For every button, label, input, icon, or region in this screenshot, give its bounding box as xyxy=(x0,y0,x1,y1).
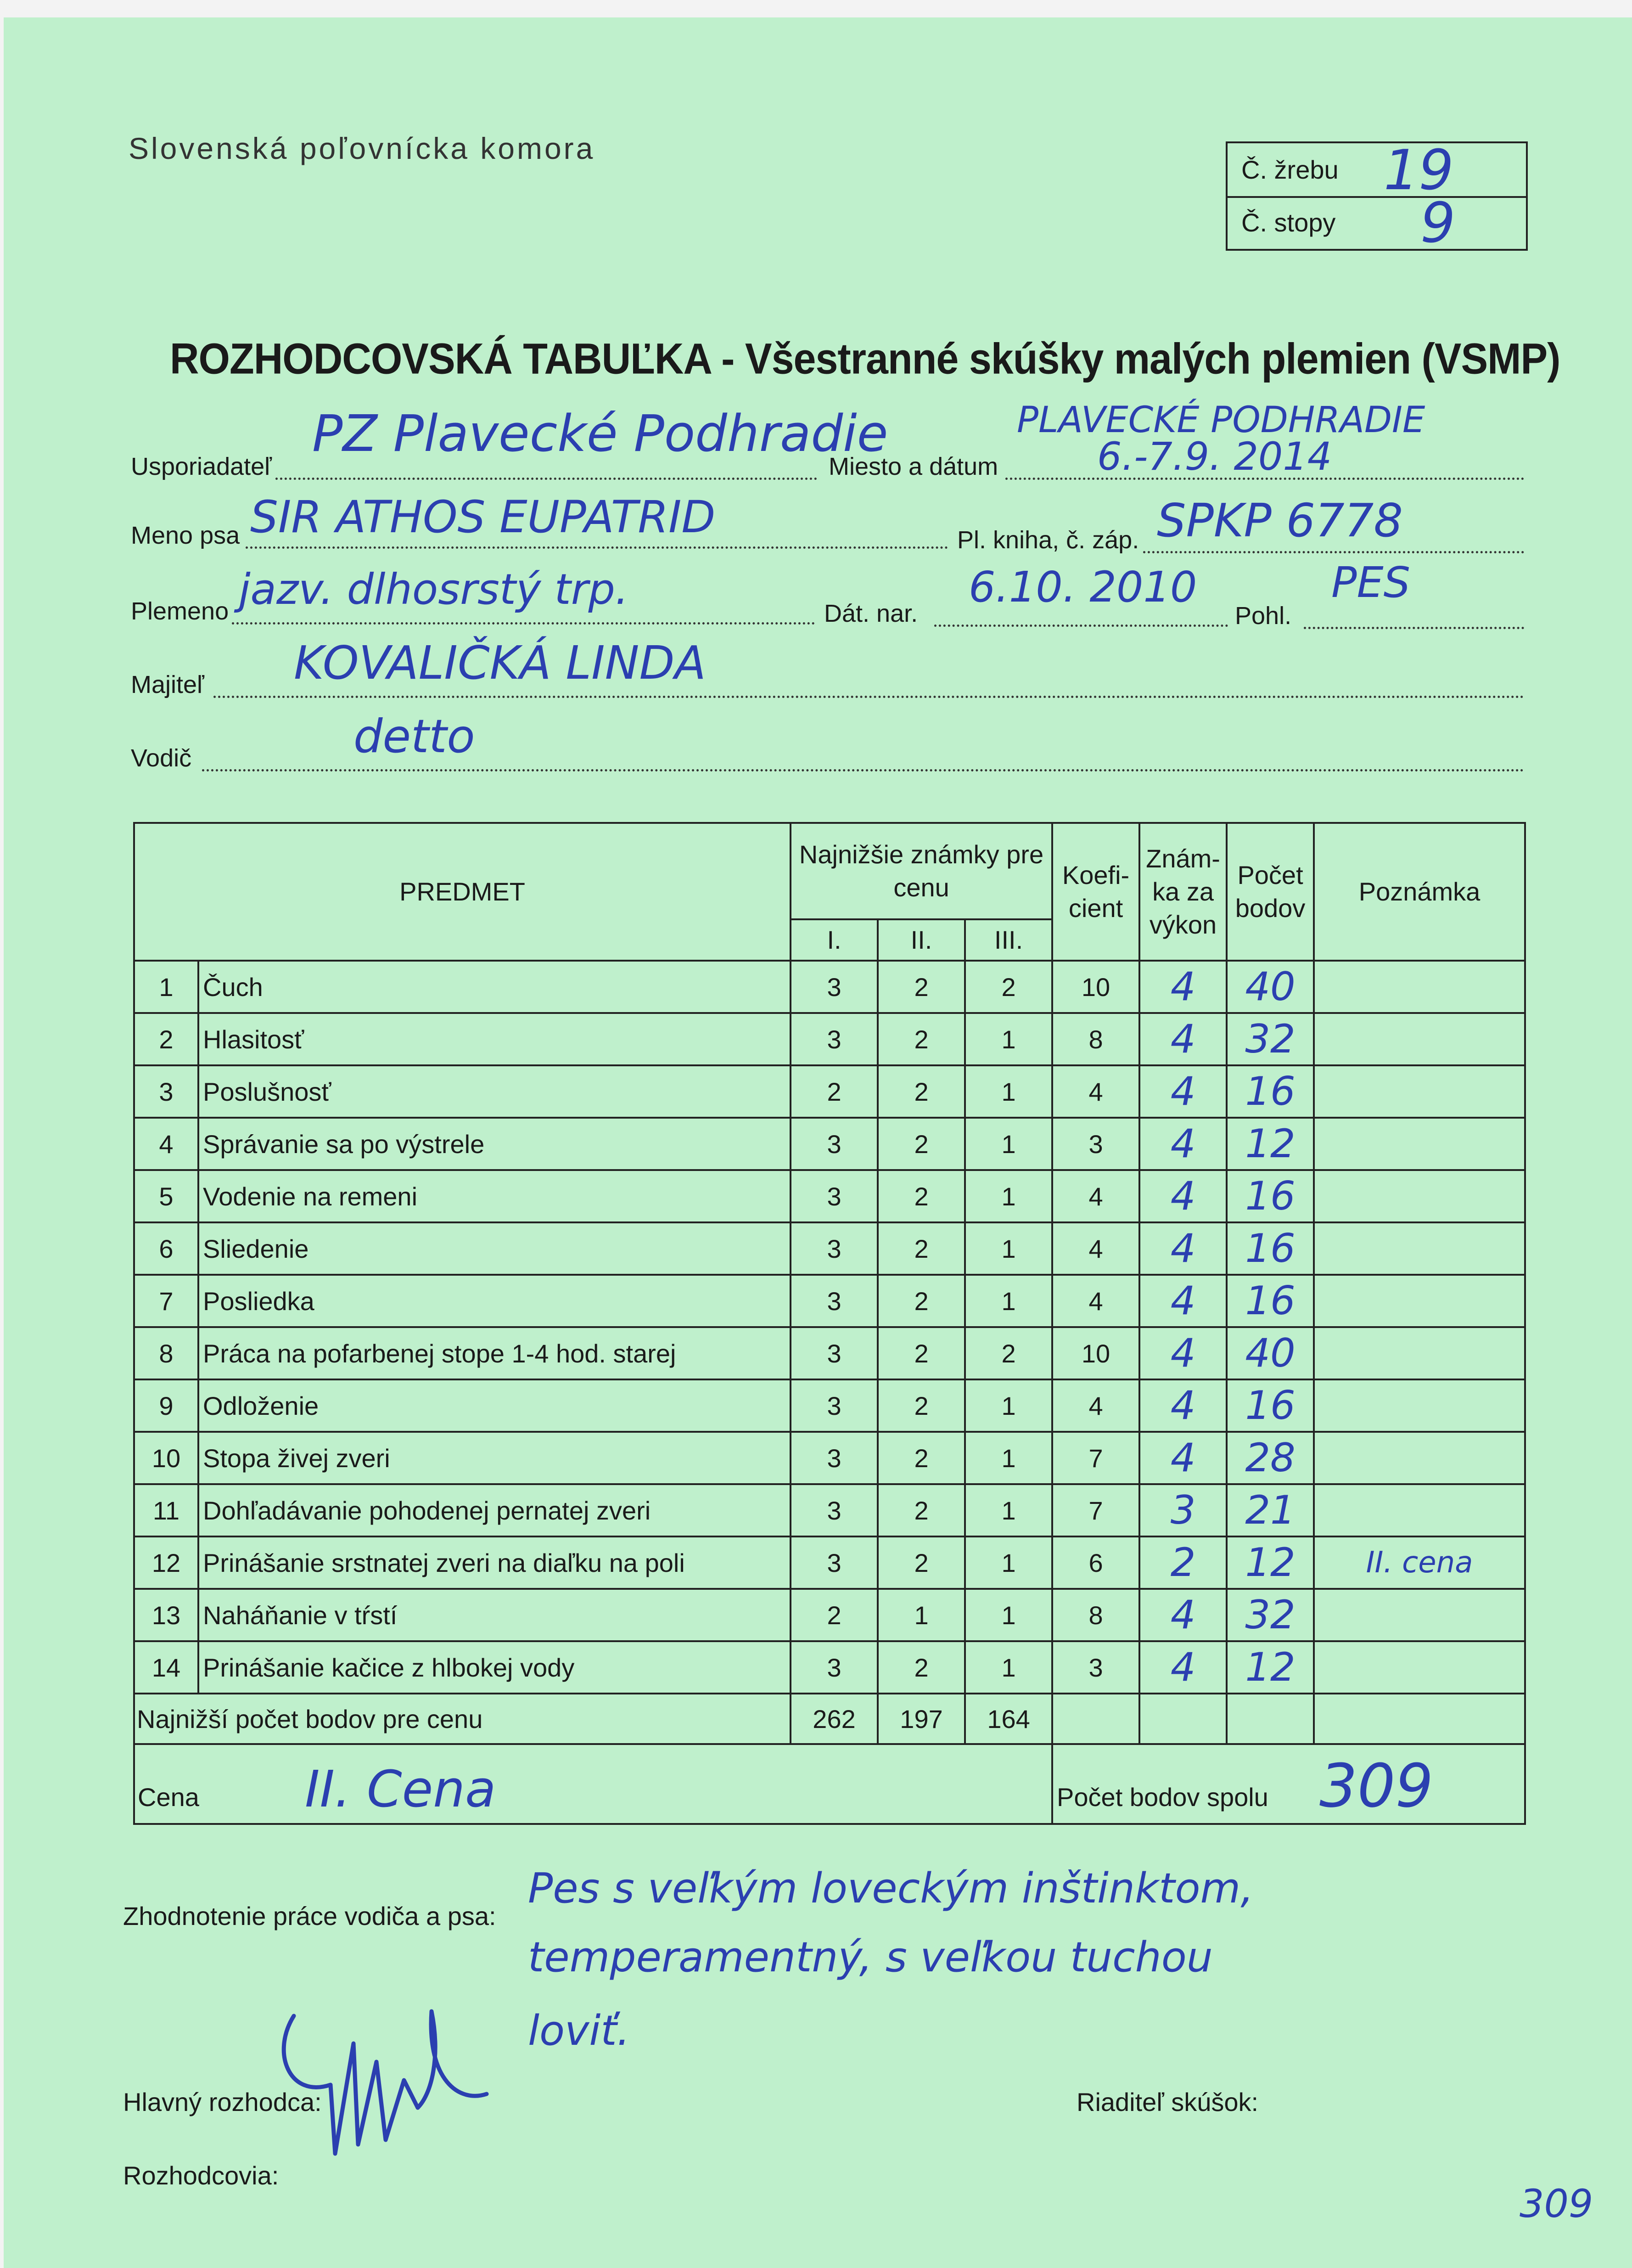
prize1-header: I. xyxy=(791,919,878,961)
table-row xyxy=(134,1065,1525,1118)
min-mark-prize3: 1 xyxy=(965,1222,1052,1275)
min-mark-prize3: 1 xyxy=(965,1118,1052,1170)
table-body xyxy=(134,961,1525,1694)
empty-cell xyxy=(1052,1694,1139,1744)
table-row xyxy=(134,1641,1525,1694)
evaluation-line-3: loviť. xyxy=(528,2007,630,2055)
breed-label: Plemeno xyxy=(131,597,229,625)
mark-value: 2 xyxy=(1139,1536,1227,1589)
min-mark-prize1: 3 xyxy=(791,961,878,1013)
dog-name-label: Meno psa xyxy=(131,522,240,549)
min-mark-prize3: 1 xyxy=(965,1013,1052,1065)
points-value: 21 xyxy=(1227,1484,1314,1536)
points-value: 32 xyxy=(1227,1589,1314,1641)
min-mark-prize3: 1 xyxy=(965,1432,1052,1484)
note-header: Poznámka xyxy=(1314,823,1525,961)
min-mark-prize1: 3 xyxy=(791,1222,878,1275)
birth-date-label: Dát. nar. xyxy=(824,600,918,627)
coefficient: 4 xyxy=(1052,1222,1139,1275)
subject-name: Sliedenie xyxy=(198,1222,791,1275)
subject-name: Dohľadávanie pohodenej pernatej zveri xyxy=(198,1484,791,1536)
note-value xyxy=(1314,1170,1525,1222)
coefficient: 4 xyxy=(1052,1170,1139,1222)
min-points-prize3: 164 xyxy=(965,1694,1052,1744)
min-mark-prize3: 2 xyxy=(965,1327,1052,1379)
note-value xyxy=(1314,1432,1525,1484)
min-mark-prize3: 1 xyxy=(965,1170,1052,1222)
sex-label: Pohl. xyxy=(1235,602,1292,630)
row-number: 13 xyxy=(134,1589,198,1641)
table-row xyxy=(134,1379,1525,1432)
subject-name: Hlasitosť xyxy=(198,1013,791,1065)
min-mark-prize2: 2 xyxy=(878,1327,965,1379)
organizer-value: PZ Plavecké Podhradie xyxy=(312,404,888,463)
organizer-label: Usporiadateľ xyxy=(131,453,272,480)
mark-value: 4 xyxy=(1139,1275,1227,1327)
min-mark-prize3: 1 xyxy=(965,1065,1052,1118)
note-value xyxy=(1314,1275,1525,1327)
row-number: 2 xyxy=(134,1013,198,1065)
min-mark-prize1: 2 xyxy=(791,1065,878,1118)
coefficient: 6 xyxy=(1052,1536,1139,1589)
place-value: PLAVECKÉ PODHRADIE xyxy=(1017,400,1425,441)
evaluation-line-2: temperamentný, s veľkou tuchou xyxy=(528,1933,1213,1981)
min-mark-prize3: 2 xyxy=(965,961,1052,1013)
coefficient: 8 xyxy=(1052,1589,1139,1641)
min-mark-prize1: 3 xyxy=(791,1327,878,1379)
prize-label: Cena xyxy=(138,1783,199,1812)
mark-value: 4 xyxy=(1139,1065,1227,1118)
note-value xyxy=(1314,1065,1525,1118)
subject-name: Stopa živej zveri xyxy=(198,1432,791,1484)
chief-judge-label: Hlavný rozhodca: xyxy=(123,2088,322,2116)
owner-label: Majiteľ xyxy=(131,671,204,698)
coefficient: 10 xyxy=(1052,1327,1139,1379)
table-row xyxy=(134,1222,1525,1275)
min-mark-prize2: 2 xyxy=(878,1432,965,1484)
min-mark-prize1: 3 xyxy=(791,1118,878,1170)
track-number-row xyxy=(1228,191,1526,255)
handler-label: Vodič xyxy=(131,744,192,772)
min-points-prize2: 197 xyxy=(878,1694,965,1744)
points-value: 12 xyxy=(1227,1118,1314,1170)
mark-value: 4 xyxy=(1139,1118,1227,1170)
min-mark-prize2: 2 xyxy=(878,1118,965,1170)
min-points-prize1: 262 xyxy=(791,1694,878,1744)
subject-name: Odloženie xyxy=(198,1379,791,1432)
page-title: ROZHODCOVSKÁ TABUĽKA - Všestranné skúšky malých plemien (VSMP) xyxy=(170,334,1560,383)
table-row xyxy=(134,1170,1525,1222)
min-mark-prize2: 2 xyxy=(878,961,965,1013)
min-mark-prize1: 3 xyxy=(791,1170,878,1222)
coefficient: 4 xyxy=(1052,1379,1139,1432)
breed-line xyxy=(232,622,815,625)
judges-label: Rozhodcovia: xyxy=(123,2161,279,2190)
subject-header: PREDMET xyxy=(134,823,791,961)
coefficient-header: Koefi-cient xyxy=(1052,823,1139,961)
note-value xyxy=(1314,1013,1525,1065)
row-number: 5 xyxy=(134,1170,198,1222)
subject-name: Prinášanie kačice z hlbokej vody xyxy=(198,1641,791,1694)
draw-box xyxy=(1226,139,1528,255)
studbook-label: Pl. kniha, č. záp. xyxy=(957,526,1139,554)
min-mark-prize1: 3 xyxy=(791,1641,878,1694)
mark-value: 4 xyxy=(1139,1589,1227,1641)
row-number: 14 xyxy=(134,1641,198,1694)
mark-value: 4 xyxy=(1139,961,1227,1013)
sex-value: PES xyxy=(1331,558,1411,607)
points-value: 40 xyxy=(1227,1327,1314,1379)
coefficient: 7 xyxy=(1052,1484,1139,1536)
prize3-header: III. xyxy=(965,919,1052,961)
points-value: 16 xyxy=(1227,1170,1314,1222)
prize-cell xyxy=(134,1744,1052,1824)
subject-name: Prinášanie srstnatej zveri na diaľku na poli xyxy=(198,1536,791,1589)
coefficient: 3 xyxy=(1052,1641,1139,1694)
min-mark-prize2: 2 xyxy=(878,1641,965,1694)
points-value: 16 xyxy=(1227,1275,1314,1327)
subject-name: Správanie sa po výstrele xyxy=(198,1118,791,1170)
row-number: 7 xyxy=(134,1275,198,1327)
table-row xyxy=(134,1432,1525,1484)
note-value xyxy=(1314,961,1525,1013)
min-mark-prize1: 3 xyxy=(791,1536,878,1589)
table-row xyxy=(134,1536,1525,1589)
mark-value: 4 xyxy=(1139,1641,1227,1694)
organization-name: Slovenská poľovnícka komora xyxy=(129,131,595,165)
birth-date-value: 6.10. 2010 xyxy=(969,563,1197,612)
min-points-label: Najnižší počet bodov pre cenu xyxy=(134,1694,791,1744)
table-row xyxy=(134,1013,1525,1065)
coefficient: 8 xyxy=(1052,1013,1139,1065)
min-mark-prize2: 2 xyxy=(878,1222,965,1275)
note-value xyxy=(1314,1118,1525,1170)
owner-line xyxy=(213,696,1524,698)
min-mark-prize2: 2 xyxy=(878,1013,965,1065)
table-row xyxy=(134,1589,1525,1641)
mark-value: 4 xyxy=(1139,1379,1227,1432)
note-value xyxy=(1314,1222,1525,1275)
row-number: 10 xyxy=(134,1432,198,1484)
min-mark-prize2: 2 xyxy=(878,1170,965,1222)
row-number: 3 xyxy=(134,1065,198,1118)
place-date-label: Miesto a dátum xyxy=(829,453,998,480)
coefficient: 10 xyxy=(1052,961,1139,1013)
table-row xyxy=(134,1275,1525,1327)
min-mark-prize2: 2 xyxy=(878,1065,965,1118)
date-value: 6.-7.9. 2014 xyxy=(1097,434,1332,479)
coefficient: 4 xyxy=(1052,1275,1139,1327)
birth-date-line xyxy=(934,625,1228,627)
empty-cell xyxy=(1314,1694,1525,1744)
note-value xyxy=(1314,1379,1525,1432)
note-value xyxy=(1314,1641,1525,1694)
points-value: 16 xyxy=(1227,1379,1314,1432)
points-value: 40 xyxy=(1227,961,1314,1013)
min-mark-prize2: 2 xyxy=(878,1379,965,1432)
total-cell xyxy=(1052,1744,1525,1824)
note-value xyxy=(1314,1589,1525,1641)
mark-value: 4 xyxy=(1139,1222,1227,1275)
mark-value: 4 xyxy=(1139,1013,1227,1065)
subject-name: Posliedka xyxy=(198,1275,791,1327)
track-number-value: 9 xyxy=(1420,191,1456,255)
evaluation-line-1: Pes s veľkým loveckým inštinktom, xyxy=(528,1864,1254,1913)
dog-name-value: SIR ATHOS EUPATRID xyxy=(250,491,716,543)
subject-name: Naháňanie v tŕstí xyxy=(198,1589,791,1641)
row-number: 9 xyxy=(134,1379,198,1432)
handler-value: detto xyxy=(353,709,475,763)
min-mark-prize2: 2 xyxy=(878,1275,965,1327)
mark-value: 3 xyxy=(1139,1484,1227,1536)
points-value: 12 xyxy=(1227,1536,1314,1589)
empty-cell xyxy=(1139,1694,1227,1744)
table-row xyxy=(134,1327,1525,1379)
min-mark-prize3: 1 xyxy=(965,1589,1052,1641)
min-mark-prize3: 1 xyxy=(965,1484,1052,1536)
total-value: 309 xyxy=(1319,1751,1434,1821)
breed-value: jazv. dlhosrstý trp. xyxy=(239,565,629,614)
points-value: 12 xyxy=(1227,1641,1314,1694)
min-mark-prize2: 2 xyxy=(878,1536,965,1589)
table-row xyxy=(134,1118,1525,1170)
row-number: 1 xyxy=(134,961,198,1013)
min-mark-prize3: 1 xyxy=(965,1379,1052,1432)
organizer-line xyxy=(275,478,817,480)
chief-judge-signature xyxy=(266,1988,505,2181)
score-table xyxy=(133,822,1526,1825)
points-header: Počet bodov xyxy=(1227,823,1314,961)
subject-name: Práca na pofarbenej stope 1-4 hod. starej xyxy=(198,1327,791,1379)
row-number: 4 xyxy=(134,1118,198,1170)
studbook-line xyxy=(1143,551,1524,553)
min-mark-prize1: 3 xyxy=(791,1379,878,1432)
row-number: 12 xyxy=(134,1536,198,1589)
subject-name: Poslušnosť xyxy=(198,1065,791,1118)
studbook-value: SPKP 6778 xyxy=(1157,494,1403,547)
min-marks-header: Najnižšie známky pre cenu xyxy=(791,823,1052,919)
note-value xyxy=(1314,1327,1525,1379)
sex-line xyxy=(1304,627,1524,629)
page-number: 309 xyxy=(1520,2181,1593,2226)
note-value xyxy=(1314,1484,1525,1536)
min-mark-prize3: 1 xyxy=(965,1275,1052,1327)
prize2-header: II. xyxy=(878,919,965,961)
min-mark-prize1: 3 xyxy=(791,1432,878,1484)
subject-name: Čuch xyxy=(198,961,791,1013)
min-mark-prize1: 3 xyxy=(791,1484,878,1536)
prize-value: II. Cena xyxy=(305,1760,496,1818)
mark-value: 4 xyxy=(1139,1327,1227,1379)
table-row xyxy=(134,1484,1525,1536)
points-value: 16 xyxy=(1227,1065,1314,1118)
draw-number-label: Č. žrebu xyxy=(1241,155,1339,184)
min-mark-prize1: 2 xyxy=(791,1589,878,1641)
owner-value: KOVALIČKÁ LINDA xyxy=(294,636,706,690)
evaluation-label: Zhodnotenie práce vodiča a psa: xyxy=(123,1902,496,1930)
note-value: II. cena xyxy=(1314,1536,1525,1589)
coefficient: 4 xyxy=(1052,1065,1139,1118)
row-number: 8 xyxy=(134,1327,198,1379)
row-number: 11 xyxy=(134,1484,198,1536)
draw-number-row xyxy=(1228,139,1526,203)
mark-value: 4 xyxy=(1139,1170,1227,1222)
total-label: Počet bodov spolu xyxy=(1057,1783,1268,1812)
draw-number-value: 19 xyxy=(1384,139,1454,203)
min-mark-prize1: 3 xyxy=(791,1013,878,1065)
director-label: Riaditeľ skúšok: xyxy=(1077,2088,1259,2116)
empty-cell xyxy=(1227,1694,1314,1744)
coefficient: 7 xyxy=(1052,1432,1139,1484)
min-mark-prize1: 3 xyxy=(791,1275,878,1327)
min-mark-prize2: 2 xyxy=(878,1484,965,1536)
points-value: 16 xyxy=(1227,1222,1314,1275)
track-number-label: Č. stopy xyxy=(1241,208,1336,237)
mark-header: Znám-ka za výkon xyxy=(1139,823,1227,961)
subject-name: Vodenie na remeni xyxy=(198,1170,791,1222)
points-value: 32 xyxy=(1227,1013,1314,1065)
min-mark-prize2: 1 xyxy=(878,1589,965,1641)
row-number: 6 xyxy=(134,1222,198,1275)
table-row xyxy=(134,961,1525,1013)
coefficient: 3 xyxy=(1052,1118,1139,1170)
min-mark-prize3: 1 xyxy=(965,1536,1052,1589)
min-mark-prize3: 1 xyxy=(965,1641,1052,1694)
points-value: 28 xyxy=(1227,1432,1314,1484)
dog-name-line xyxy=(246,546,948,549)
mark-value: 4 xyxy=(1139,1432,1227,1484)
handler-line xyxy=(202,769,1524,771)
